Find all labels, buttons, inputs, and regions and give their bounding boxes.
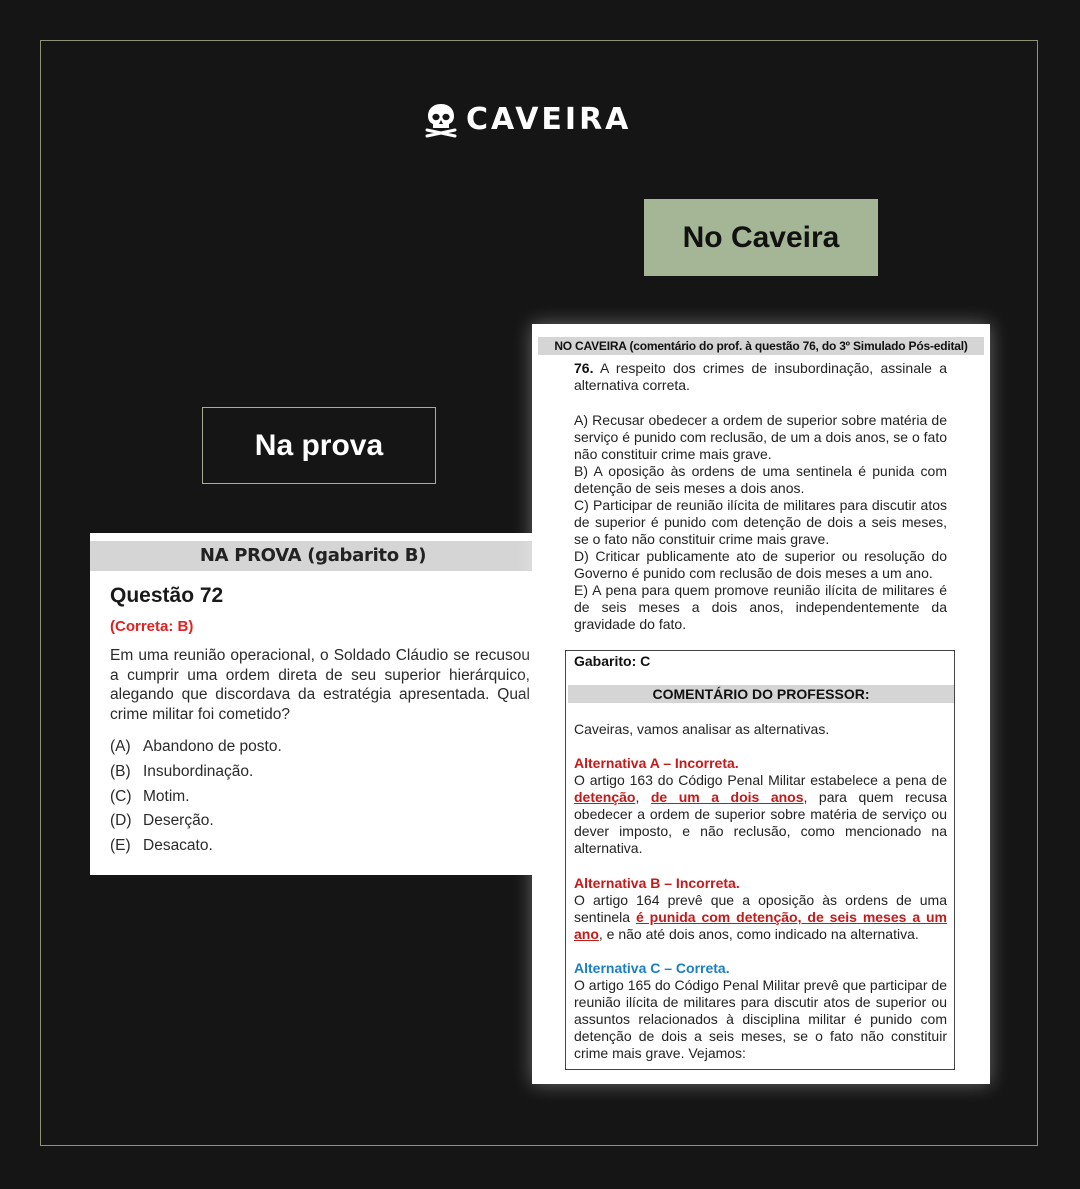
skull-icon: [424, 102, 458, 138]
option-text: Deserção.: [143, 812, 214, 830]
alternative-d: D) Criticar publicamente ato de superior ou resolução do Governo é punido com reclusão de dois meses a um ano.: [574, 548, 947, 581]
caveira-header: NO CAVEIRA (comentário do prof. à questão 76, do 3º Simulado Pós-edital): [538, 337, 984, 355]
comment-header: COMENTÁRIO DO PROFESSOR:: [568, 685, 954, 703]
alt-a-title: Alternativa A – Incorreta: [574, 755, 735, 771]
option-letter: (B): [110, 762, 131, 780]
alt-b-text: O artigo 164 prevê que a oposição às ordens de uma sentinela: [574, 892, 947, 925]
question-text: A respeito dos crimes de insubordinação, assinale a alternativa correta.: [574, 360, 947, 393]
option-text: Abandono de posto.: [143, 738, 282, 755]
alt-b-title: Alternativa B – Incorreta: [574, 875, 736, 891]
alt-b-text-2: , e não até dois anos, como indicado na alternativa.: [598, 926, 919, 942]
alt-a-text-2: , para quem recusa obedecer a ordem de superior sobre matéria de serviço ou dever imposto, e não reclusão, como mencionado na alternativa.: [574, 789, 948, 856]
options-list: [110, 735, 282, 859]
alternative-e: E) A pena para quem promove reunião ilícita de militares é de seis meses a dois anos, independentemente da gravidade do fato.: [574, 582, 947, 632]
comment-intro: Caveiras, vamos analisar as alternativas.: [574, 721, 830, 737]
alt-a-comment: Alternativa A – Incorreta. O artigo 163 do Código Penal Militar estabelece a pena de detenção, de um a dois anos, para quem recusa obedecer a ordem de superior sobre matéria de serviço ou dever imposto, e não reclusão, como mencionado na alternativa.: [574, 755, 948, 856]
brand-name: CAVEIRA: [466, 102, 632, 137]
option-e: [110, 834, 282, 859]
alternative-c: C) Participar de reunião ilícita de militares para discutir atos de superior é punido com detenção de dois a seis meses, se o fato não constituir crime mais grave.: [574, 497, 947, 547]
alt-c-comment: Alternativa C – Correta. O artigo 165 do Código Penal Militar prevê que participar de reunião ilícita de militares para discutir atos de superior ou assuntos relacionados à disciplina militar é punido com detenção de dois a seis meses, se o fato não constituir crime mais grave. Vejamos:: [574, 960, 947, 1061]
question-text: Em uma reunião operacional, o Soldado Cláudio se recusou a cumprir uma ordem direta de seu superior hierárquico, alegando que discordava da estratégia apresentada. Qual crime militar foi cometido?: [110, 647, 530, 723]
prova-card: [90, 533, 536, 875]
option-text: Motim.: [143, 787, 190, 805]
option-letter: (C): [110, 787, 132, 805]
label-no-caveira: No Caveira: [644, 199, 878, 276]
correct-answer: (Correta: B): [110, 618, 194, 635]
option-d: [110, 809, 282, 834]
alternative-b: B) A oposição às ordens de uma sentinela é punida com detenção de seis meses a dois anos.: [574, 463, 947, 496]
question-number: 76.: [574, 360, 594, 376]
alt-c-title: Alternativa C – Correta: [574, 960, 726, 976]
alt-a-highlight-2: de um a dois anos: [650, 789, 804, 805]
option-letter: (E): [110, 837, 131, 855]
option-letter: (D): [110, 812, 132, 830]
question-title: Questão 72: [110, 584, 224, 607]
alt-b-highlight: é punida com detenção, de seis meses a um ano: [574, 909, 948, 942]
gabarito: [574, 653, 947, 670]
alt-a-highlight-1: detenção: [574, 789, 636, 805]
label-na-prova: Na prova: [202, 407, 436, 484]
caveira-card: [532, 324, 990, 1084]
alt-a-text: O artigo 163 do Código Penal Militar estabelece a pena de: [574, 772, 947, 788]
option-text: Desacato.: [143, 837, 213, 855]
alternative-a: A) Recusar obedecer a ordem de superior sobre matéria de serviço é punido com reclusão, de um a dois anos, se o fato não constituir crime mais grave.: [574, 412, 947, 462]
option-letter: (A): [110, 738, 131, 755]
brand-logo: [424, 100, 631, 140]
gabarito-text: Gabarito: C: [574, 653, 651, 669]
alt-b-comment: Alternativa B – Incorreta. O artigo 164 prevê que a oposição às ordens de uma sentinela é punida com detenção, de seis meses a um ano, e não até dois anos, como indicado na alternativa.: [574, 875, 948, 942]
alt-c-text: O artigo 165 do Código Penal Militar prevê que participar de reunião ilícita de militares para discutir atos de superior ou assuntos relacionados à disciplina militar é punido com detenção de dois a seis meses, se o fato não constituir crime mais grave. Vejamos:: [574, 977, 947, 1061]
option-b: [110, 760, 282, 785]
option-a: [110, 735, 282, 760]
option-text: Insubordinação.: [143, 762, 254, 780]
option-c: [110, 785, 282, 810]
prova-header: NA PROVA (gabarito B): [90, 541, 536, 571]
caveira-question: [574, 360, 947, 394]
